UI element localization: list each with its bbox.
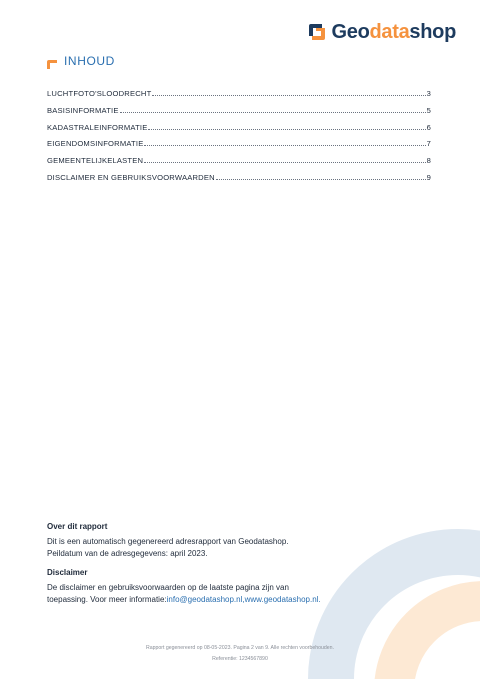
about-heading: Over dit rapport	[47, 522, 108, 531]
disclaimer-prefix: toepassing. Voor meer informatie:	[47, 594, 167, 604]
heading-bracket-icon	[46, 56, 58, 66]
toc-title: INHOUD	[64, 54, 115, 68]
separator: ,	[242, 594, 245, 604]
toc-entry-label: BASISINFORMATIE	[47, 105, 119, 115]
logo-text-shop: shop	[409, 21, 456, 43]
logo-mark-icon	[307, 22, 327, 42]
table-of-contents	[47, 88, 431, 189]
email-link[interactable]: info@geodatashop.nl	[166, 594, 243, 604]
suffix: .	[318, 594, 321, 604]
toc-dot-leader	[120, 105, 426, 113]
toc-dot-leader	[144, 138, 425, 146]
toc-dot-leader	[148, 122, 425, 130]
toc-entry-luchtfoto[interactable]	[47, 88, 431, 105]
disclaimer-line-2	[47, 594, 407, 606]
about-line-2: Peildatum van de adresgegevens: april 2023.	[47, 548, 208, 558]
logo-text-geo: Geo	[331, 21, 370, 43]
toc-entry-gemeentelijkelasten[interactable]	[47, 155, 431, 172]
toc-dot-leader	[152, 88, 425, 96]
about-line-1: Dit is een automatisch gegenereerd adresrapport van Geodatashop.	[47, 536, 289, 546]
disclaimer-line-1: De disclaimer en gebruiksvoorwaarden op de laatste pagina zijn van	[47, 583, 289, 593]
toc-entry-eigendomsinformatie[interactable]	[47, 138, 431, 155]
website-link[interactable]: www.geodatashop.nl	[244, 594, 319, 604]
toc-entry-kadastraleinformatie[interactable]	[47, 122, 431, 139]
toc-entry-label: EIGENDOMSINFORMATIE	[47, 139, 144, 149]
toc-entry-page: 5	[426, 105, 431, 115]
toc-entry-label: KADASTRALEINFORMATIE	[47, 122, 148, 132]
logo-wordmark	[331, 22, 456, 42]
toc-heading	[46, 54, 115, 68]
geodatashop-logo	[307, 22, 456, 42]
toc-entry-page: 7	[426, 139, 431, 149]
toc-entry-page: 6	[426, 122, 431, 132]
toc-entry-page: 9	[426, 172, 431, 182]
toc-entry-page: 8	[426, 156, 431, 166]
toc-entry-label: LUCHTFOTO'SLOODRECHT	[47, 89, 152, 98]
footer-generated-line: Rapport gegenereerd op 08-05-2023. Pagina 2 van 9. Alle rechten voorbehouden.	[145, 645, 335, 651]
logo-text-data: data	[369, 21, 410, 43]
report-info-section	[47, 521, 407, 606]
toc-entry-basisinformatie[interactable]	[47, 105, 431, 122]
footer-reference-line: Referentie: 1234567890	[212, 656, 268, 662]
toc-dot-leader	[216, 172, 426, 180]
toc-entry-label: GEMEENTELIJKELASTEN	[47, 156, 144, 166]
disclaimer-heading: Disclaimer	[47, 568, 88, 578]
toc-entry-label: DISCLAIMER EN GEBRUIKSVOORWAARDEN	[47, 172, 215, 182]
toc-dot-leader	[144, 155, 425, 163]
toc-entry-page: 3	[426, 89, 431, 98]
toc-entry-disclaimer[interactable]	[47, 172, 431, 189]
